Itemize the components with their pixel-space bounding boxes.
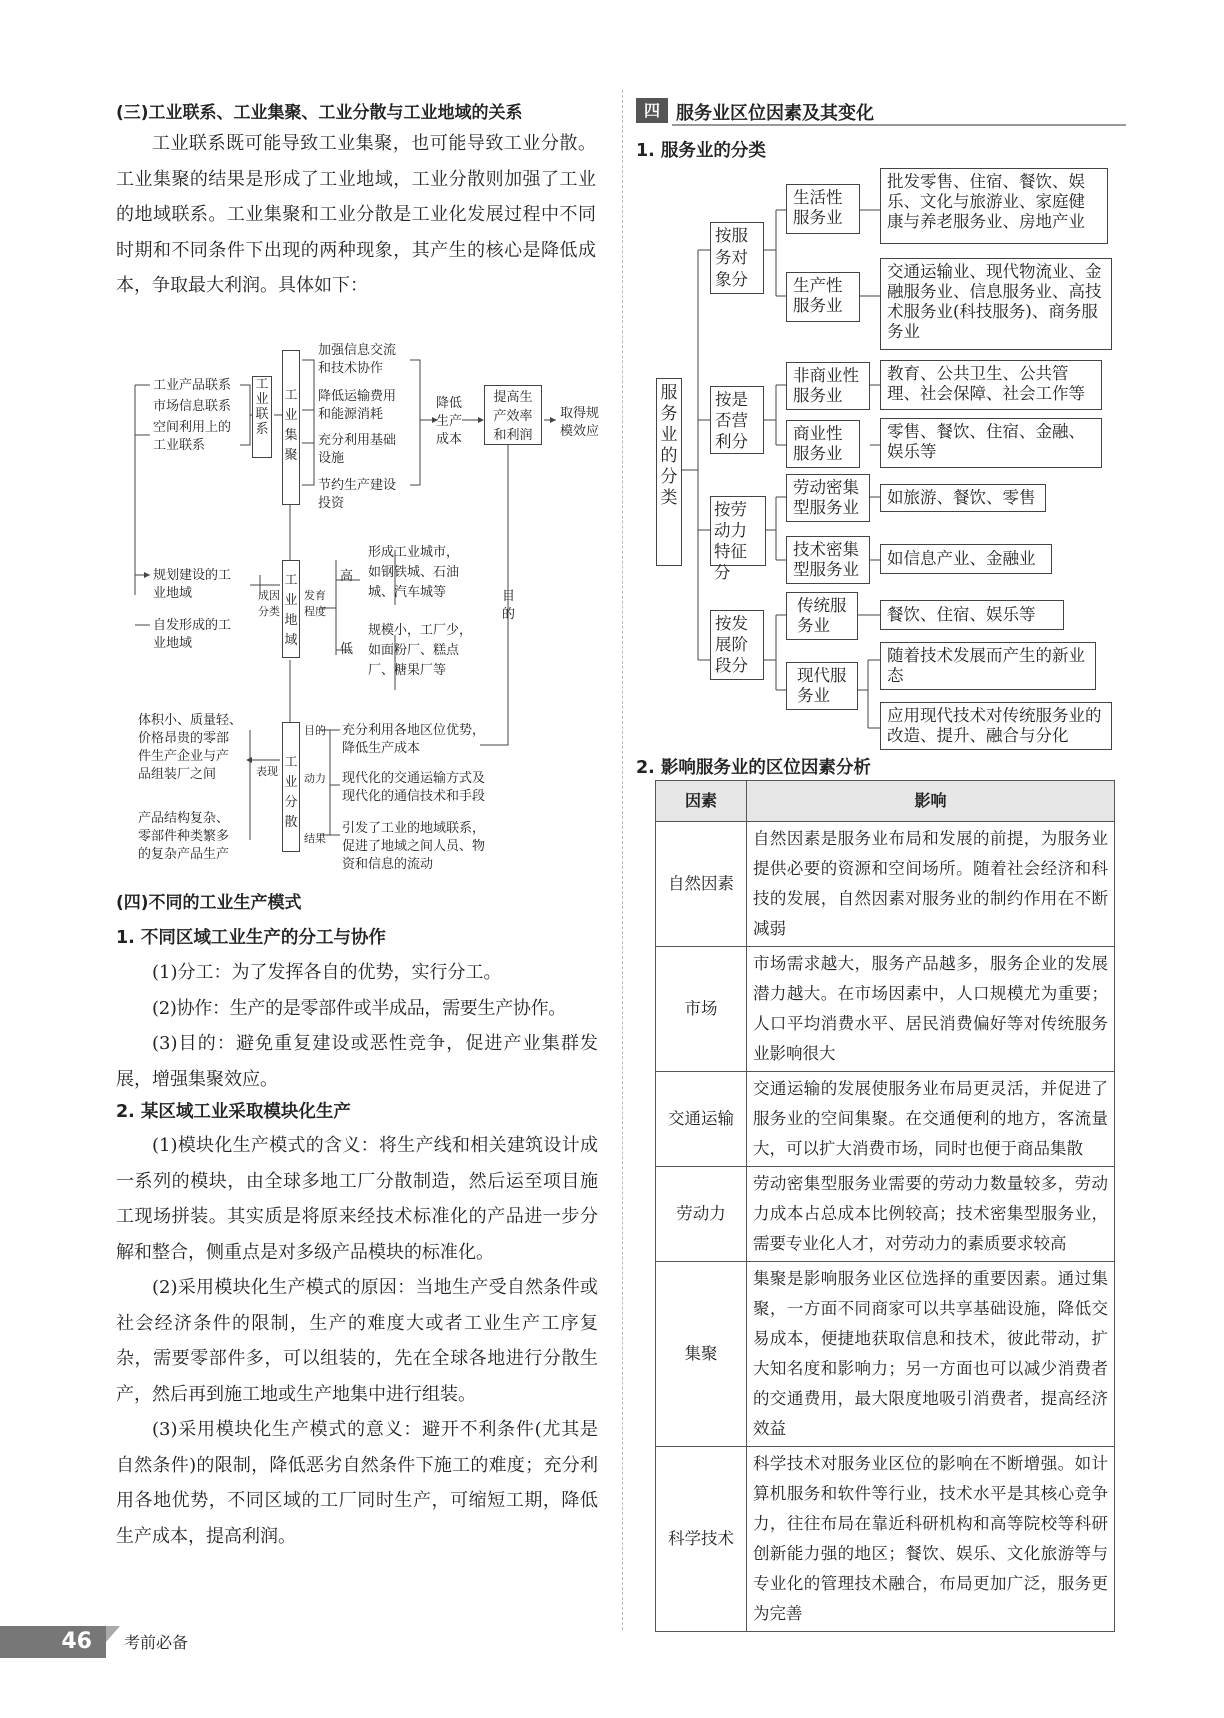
goal-item-2: 降低生产成本 (342, 741, 421, 756)
table-row (656, 1447, 1115, 1632)
modern-service: 现代服务业 (786, 662, 858, 710)
goal-item-1: 充分利用各地区位优势， (342, 723, 486, 738)
spontaneous-area-1: 自发形成的工 (153, 618, 232, 633)
effect-cell: 交通运输的发展使服务业布局更灵活，并促进了服务业的空间集聚。在交通便利的地方，客流量大，可以扩大消费市场，同时也便于商品集散 (747, 1072, 1115, 1167)
life-service-detail: 批发零售、住宿、餐饮、娱乐、文化与旅游业、家庭健康与养老服务业、房地产业 (880, 168, 1108, 244)
high-item-3: 城、汽车城等 (368, 585, 447, 600)
power-item-1: 现代化的交通运输方式及 (342, 771, 486, 786)
link-item-2: 市场信息联系 (153, 399, 232, 414)
show-item-2a: 产品结构复杂、 (138, 811, 230, 826)
agg-item-3b: 设施 (318, 451, 345, 466)
table-row (656, 947, 1115, 1072)
result-item-3: 资和信息的流动 (342, 857, 434, 872)
sub-heading-2: 2. 影响服务业的区位因素分析 (636, 758, 871, 778)
show-item-1c: 件生产企业与产 (138, 749, 230, 764)
footer-title: 考前必备 (124, 1633, 189, 1652)
section-4-1-title: 1. 不同区域工业生产的分工与协作 (116, 928, 386, 948)
development-label-2: 程度 (304, 605, 326, 618)
spontaneous-area-2: 业地域 (153, 636, 193, 651)
factor-cell: 市场 (656, 947, 747, 1072)
sub-heading-1: 1. 服务业的分类 (636, 141, 766, 161)
goal-label: 目的 (304, 724, 326, 737)
section-badge: 四 (636, 98, 668, 123)
reduce-cost-1: 降低 (436, 396, 463, 411)
modern-detail-1: 随着技术发展而产生的新业态 (880, 642, 1096, 690)
non-commercial-detail: 教育、公共卫生、公共管理、社会保障、社会工作等 (880, 360, 1102, 410)
low-item-3: 厂、糖果厂等 (368, 663, 447, 678)
production-service-detail: 交通运输业、现代物流业、金融服务业、信息服务业、高技术服务业(科技服务)、商务服务业 (880, 258, 1112, 350)
traditional-detail: 餐饮、住宿、娱乐等 (880, 600, 1064, 630)
tech-intensive-service: 技术密集型服务业 (786, 536, 870, 584)
section-4-1-body: (1)分工：为了发挥各自的优势，实行分工。 (2)协作：生产的是零部件或半成品，需要生产协作。 (3)目的：避免重复建设或恶性竞争，促进产业集群发展，增强集聚效应。 (116, 962, 598, 1090)
high-label: 高 (340, 569, 354, 584)
effect-cell: 集聚是影响服务业区位选择的重要因素。通过集聚，一方面不同商家可以共享基础设施，降低交易成本，便捷地获取信息和技术，彼此带动，扩大知名度和影响力；另一方面也可以减少消费者的交通费用，最大限度地吸引消费者，提高经济效益 (747, 1262, 1115, 1447)
factor-cell: 交通运输 (656, 1072, 747, 1167)
show-item-1a: 体积小、质量轻、 (138, 713, 243, 728)
agg-item-1b: 和技术协作 (318, 361, 384, 376)
factor-table (655, 780, 1115, 1632)
area-box: 工业地域 (282, 560, 300, 658)
effect-cell: 自然因素是服务业布局和发展的前提，为服务业提供必要的资源和空间场所。随着社会经济和科技的发展，自然因素对服务业的制约作用在不断减弱 (747, 822, 1115, 947)
section-3-paragraph: 工业联系既可能导致工业集聚，也可能导致工业分散。工业集聚的结果是形成了工业地域，工业分散则加强了工业的地域联系。工业集聚和工业分散是工业化发展过程中不同时期和不同条件下出现的两种现象，其产生的核心是降低成本，争取最大利润。具体如下： (116, 133, 596, 296)
agg-item-3a: 充分利用基础 (318, 433, 397, 448)
factor-cell: 集聚 (656, 1262, 747, 1447)
link-item-4: 工业联系 (153, 438, 206, 453)
table-row (656, 1167, 1115, 1262)
group-by-object: 按服务对象分 (710, 222, 764, 294)
purpose-label-2: 的 (502, 607, 516, 622)
link-box: 工业联系 (252, 376, 272, 458)
purpose-label-1: 目 (502, 589, 516, 604)
table-row (656, 1262, 1115, 1447)
power-label: 动力 (304, 772, 326, 785)
section-4-2-body: (1)模块化生产模式的含义：将生产线和相关建筑设计成一系列的模块，由全球多地工厂分散制造，然后运至项目施工现场拼装。其实质是将原来经技术标准化的产品进一步分解和整合，侧重点是对多级产品模块的标准化。 (2)采用模块化生产模式的原因：当地生产受自然条件或社会经济条件的限制，生产的难度大或者工业生产工序复杂，需要零部件多，可以组装的，先在全球各地进行分散生产，然后再到施工地或生产地集中进行组装。 (3)采用模块化生产模式的意义：避开不利条件(尤其是自然条件)的限制，降低恶劣自然条件下施工的难度；充分利用各地优势，不同区域的工厂同时生产，可缩短工期，降低生产成本，提高利润。 (116, 1135, 598, 1547)
low-item-1: 规模小，工厂少， (368, 623, 473, 638)
group-by-profit: 按是否营利分 (710, 386, 764, 454)
planned-area-1: 规划建设的工 (153, 568, 232, 583)
section-3-title: (三)工业联系、工业集聚、工业分散与工业地域的关系 (116, 103, 523, 123)
cause-label-1: 成因 (258, 589, 280, 602)
labor-intensive-detail: 如旅游、餐饮、零售 (880, 484, 1046, 512)
development-label-1: 发育 (304, 589, 326, 602)
low-label: 低 (340, 642, 354, 657)
planned-area-2: 业地域 (153, 586, 193, 601)
effect-cell: 市场需求越大，服务产品越多，服务企业的发展潜力越大。在市场因素中，人口规模尤为重要；人口平均消费水平、居民消费偏好等对传统服务业影响很大 (747, 947, 1115, 1072)
traditional-service: 传统服务业 (786, 592, 858, 640)
cause-label-2: 分类 (258, 605, 280, 618)
show-item-2b: 零部件种类繁多 (138, 829, 230, 844)
result-item-1: 引发了工业的地域联系， (342, 821, 486, 836)
non-commercial-service: 非商业性服务业 (786, 362, 870, 410)
header-effect: 影响 (747, 781, 1115, 822)
factor-cell: 劳动力 (656, 1167, 747, 1262)
scale-effect-1: 取得规 (560, 406, 600, 421)
effect-cell: 劳动密集型服务业需要的劳动力数量较多，劳动力成本占总成本比例较高；技术密集型服务业，需要专业化人才，对劳动力的素质要求较高 (747, 1167, 1115, 1262)
table-row (656, 822, 1115, 947)
scale-effect-2: 模效应 (560, 424, 600, 439)
header-factor: 因素 (656, 781, 747, 822)
table-header-row (656, 781, 1115, 822)
life-service: 生活性服务业 (786, 184, 860, 234)
dispersion-box: 工业分散 (282, 722, 300, 852)
page-number: 46 (0, 1626, 106, 1658)
agg-box: 工业集聚 (282, 350, 300, 505)
commercial-detail: 零售、餐饮、住宿、金融、娱乐等 (880, 418, 1102, 468)
factor-cell: 自然因素 (656, 822, 747, 947)
agg-item-2a: 降低运输费用 (318, 389, 397, 404)
link-item-3: 空间利用上的 (153, 420, 232, 435)
result-label: 结果 (304, 832, 326, 845)
reduce-cost-3: 成本 (436, 432, 463, 447)
high-item-1: 形成工业城市， (368, 545, 460, 560)
show-item-1d: 品组装厂之间 (138, 767, 217, 782)
show-item-2c: 的复杂产品生产 (138, 847, 230, 862)
high-item-2: 如钢铁城、石油 (368, 565, 460, 580)
labor-intensive-service: 劳动密集型服务业 (786, 474, 870, 522)
link-item-1: 工业产品联系 (153, 378, 232, 393)
group-by-labor: 按劳动力特征分 (710, 496, 766, 566)
agg-item-4b: 投资 (318, 496, 345, 511)
tree-root: 服务业的分类 (656, 378, 682, 566)
section-4-title: (四)不同的工业生产模式 (116, 893, 302, 913)
page-tab-decoration (106, 1626, 120, 1642)
table-row (656, 1072, 1115, 1167)
section-title: 服务业区位因素及其变化 (676, 103, 874, 124)
agg-item-2b: 和能源消耗 (318, 407, 384, 422)
low-item-2: 如面粉厂、糕点 (368, 643, 460, 658)
factor-cell: 科学技术 (656, 1447, 747, 1632)
show-item-1b: 价格昂贵的零部 (138, 731, 230, 746)
show-label: 表现 (256, 765, 278, 778)
commercial-service: 商业性服务业 (786, 420, 860, 468)
production-service: 生产性服务业 (786, 272, 860, 322)
agg-item-1a: 加强信息交流 (318, 343, 397, 358)
modern-detail-2: 应用现代技术对传统服务业的改造、提升、融合与分化 (880, 702, 1112, 750)
group-by-stage: 按发展阶段分 (710, 610, 764, 680)
tech-intensive-detail: 如信息产业、金融业 (880, 544, 1052, 574)
reduce-cost-2: 生产 (436, 414, 463, 429)
power-item-2: 现代化的通信技术和手段 (342, 789, 486, 804)
agg-item-4a: 节约生产建设 (318, 478, 397, 493)
section-4-2-title: 2. 某区域工业采取模块化生产 (116, 1102, 351, 1122)
raise-profit-box: 提高生 产效率 和利润 (484, 385, 542, 445)
result-item-2: 促进了地域之间人员、物 (342, 839, 486, 854)
effect-cell: 科学技术对服务业区位的影响在不断增强。如计算机服务和软件等行业，技术水平是其核心竞争力，往往布局在靠近科研机构和高等院校等科研创新能力强的地区；餐饮、娱乐、文化旅游等与专业化的管理技术融合，布局更加广泛，服务更为完善 (747, 1447, 1115, 1632)
